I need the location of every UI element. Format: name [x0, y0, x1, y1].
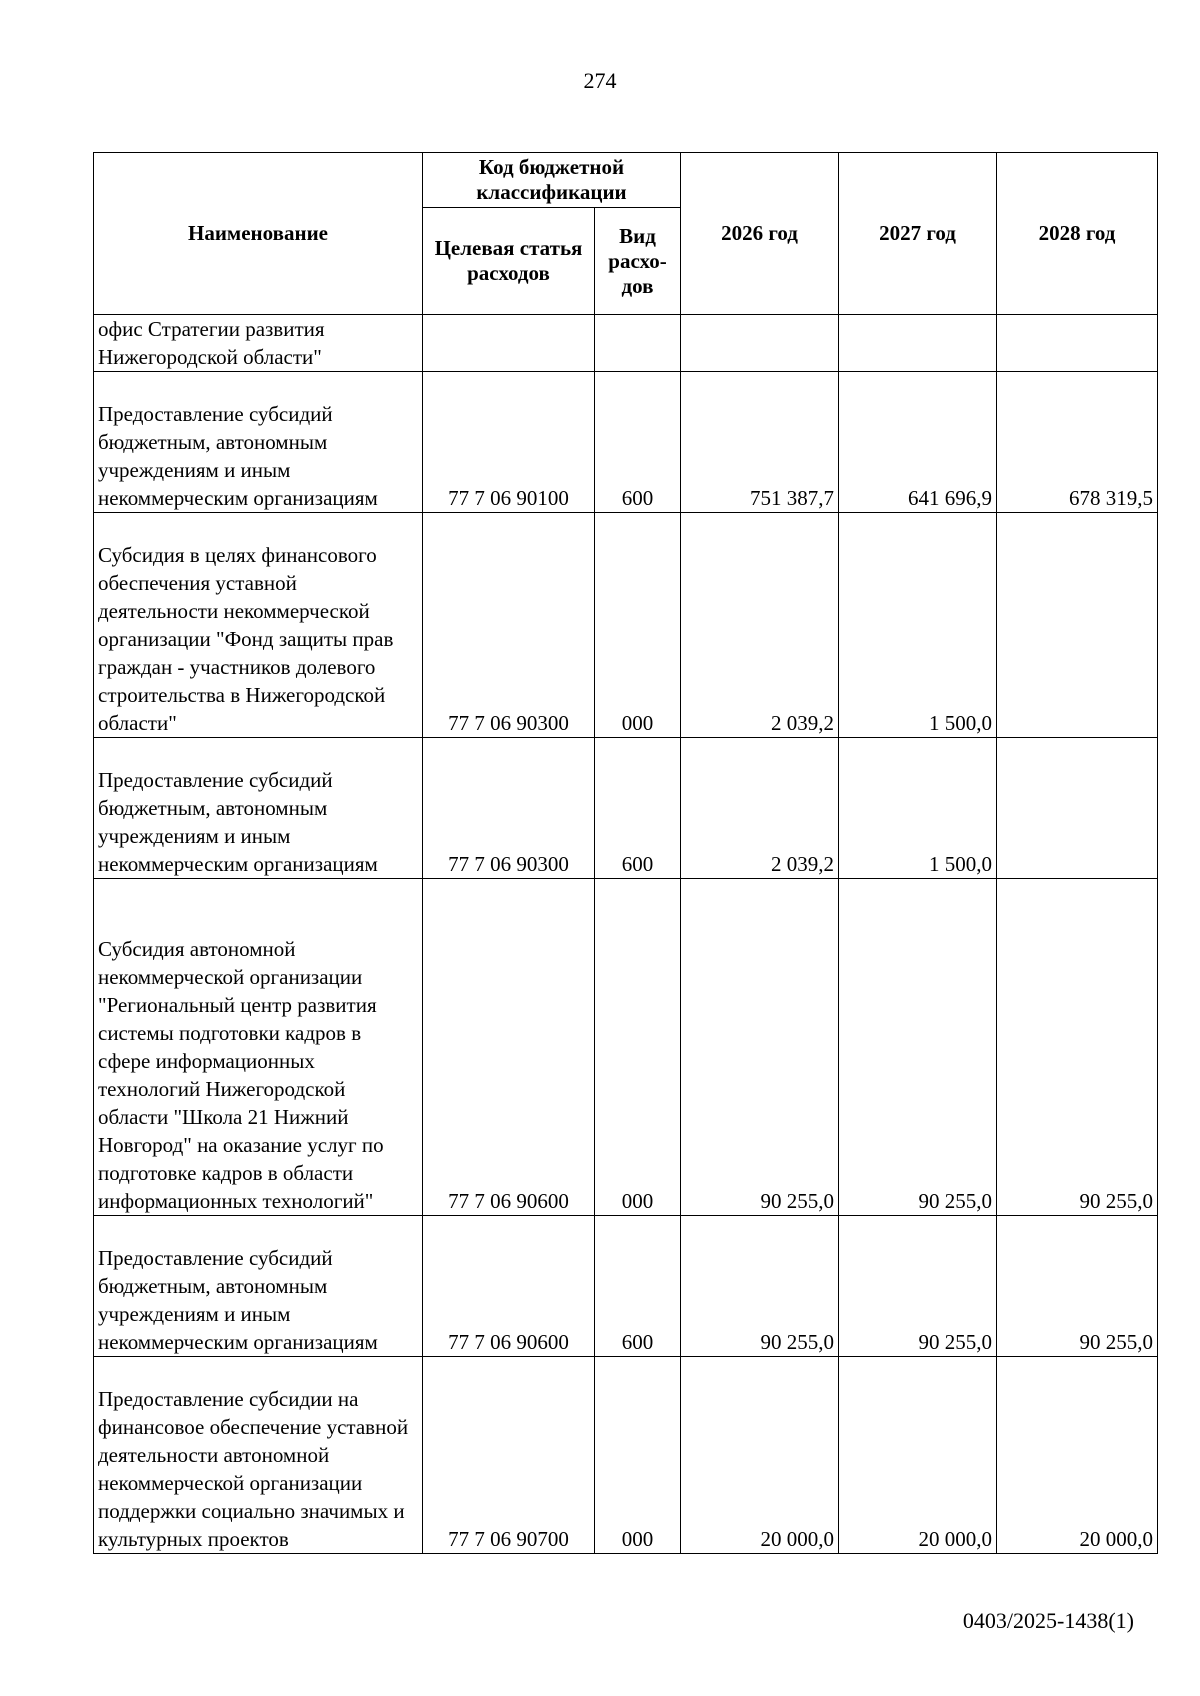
row-vid: 600	[595, 738, 681, 879]
row-vid: 000	[595, 513, 681, 738]
row-value-2028: 90 255,0	[997, 879, 1158, 1216]
row-name: Субсидия в целях финансового обеспечения уставной деятельности некоммерческой организации "Фонд защиты прав граждан - участников долевого строительства в Нижегородской области"	[94, 513, 423, 738]
row-value-2028: 90 255,0	[997, 1216, 1158, 1357]
row-value-2028	[997, 315, 1158, 372]
row-vid	[595, 315, 681, 372]
row-value-2026: 90 255,0	[681, 1216, 839, 1357]
header-year-2028: 2028 год	[997, 153, 1158, 315]
header-year-2027: 2027 год	[839, 153, 997, 315]
row-value-2027: 90 255,0	[839, 879, 997, 1216]
row-name: Субсидия автономной некоммерческой организации "Региональный центр развития системы подготовки кадров в сфере информационных технологий Нижегородской области "Школа 21 Нижний Новгород" на оказание услуг по подготовке кадров в области информационных технологий"	[94, 879, 423, 1216]
row-name: Предоставление субсидий бюджетным, автономным учреждениям и иным некоммерческим организациям	[94, 372, 423, 513]
row-value-2026: 20 000,0	[681, 1357, 839, 1554]
row-vid: 000	[595, 879, 681, 1216]
header-year-2026: 2026 год	[681, 153, 839, 315]
row-value-2028	[997, 738, 1158, 879]
table-row	[94, 1216, 1158, 1357]
row-value-2027: 1 500,0	[839, 513, 997, 738]
row-code: 77 7 06 90600	[423, 879, 595, 1216]
row-value-2028: 20 000,0	[997, 1357, 1158, 1554]
row-name: Предоставление субсидий бюджетным, автономным учреждениям и иным некоммерческим организациям	[94, 738, 423, 879]
table-row	[94, 1357, 1158, 1554]
table-row	[94, 315, 1158, 372]
row-name: Предоставление субсидий бюджетным, автономным учреждениям и иным некоммерческим организациям	[94, 1216, 423, 1357]
row-value-2028	[997, 513, 1158, 738]
table-row	[94, 513, 1158, 738]
header-name: Наименование	[94, 153, 423, 315]
row-name: Предоставление субсидии на финансовое обеспечение уставной деятельности автономной некоммерческой организации поддержки социально значимых и культурных проектов	[94, 1357, 423, 1554]
header-code-group: Код бюджетной классификации	[423, 153, 681, 208]
header-target-article: Целевая статья расходов	[423, 208, 595, 315]
row-value-2026	[681, 315, 839, 372]
row-code: 77 7 06 90600	[423, 1216, 595, 1357]
row-value-2027	[839, 315, 997, 372]
row-value-2026: 751 387,7	[681, 372, 839, 513]
row-code: 77 7 06 90300	[423, 738, 595, 879]
row-vid: 600	[595, 372, 681, 513]
table-row	[94, 879, 1158, 1216]
table-row	[94, 372, 1158, 513]
row-value-2027: 1 500,0	[839, 738, 997, 879]
row-code: 77 7 06 90100	[423, 372, 595, 513]
row-vid: 600	[595, 1216, 681, 1357]
header-expense-type: Вид расхо- дов	[595, 208, 681, 315]
row-code	[423, 315, 595, 372]
row-code: 77 7 06 90300	[423, 513, 595, 738]
row-value-2026: 2 039,2	[681, 513, 839, 738]
row-name: офис Стратегии развития Нижегородской области"	[94, 315, 423, 372]
row-value-2028: 678 319,5	[997, 372, 1158, 513]
row-value-2027: 20 000,0	[839, 1357, 997, 1554]
document-code: 0403/2025-1438(1)	[962, 1608, 1134, 1633]
row-value-2027: 641 696,9	[839, 372, 997, 513]
row-value-2027: 90 255,0	[839, 1216, 997, 1357]
budget-table	[93, 152, 1158, 1554]
row-code: 77 7 06 90700	[423, 1357, 595, 1554]
row-value-2026: 2 039,2	[681, 738, 839, 879]
row-vid: 000	[595, 1357, 681, 1554]
table-row	[94, 738, 1158, 879]
page-number: 274	[583, 68, 617, 93]
row-value-2026: 90 255,0	[681, 879, 839, 1216]
